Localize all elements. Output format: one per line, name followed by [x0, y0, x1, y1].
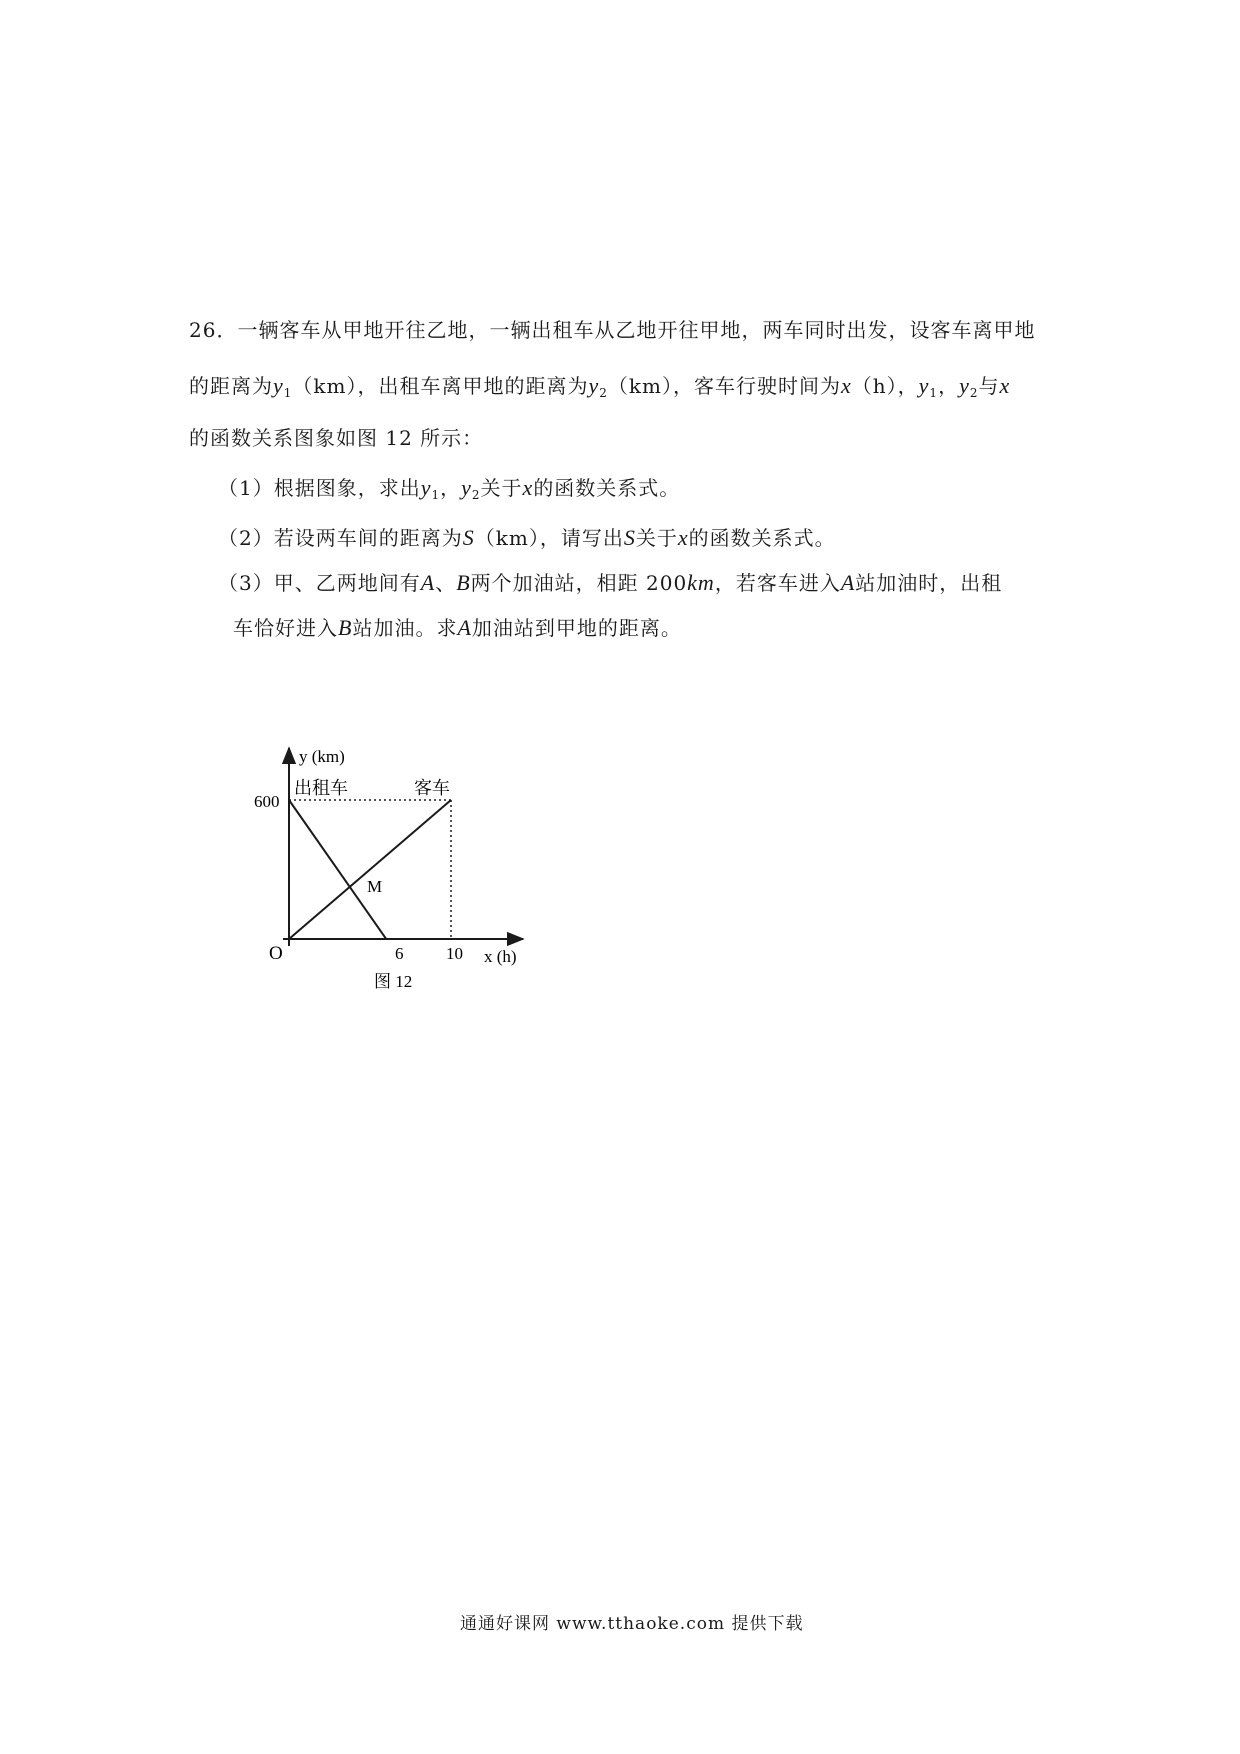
- var-S: S: [623, 525, 636, 550]
- taxi-label: 出租车: [294, 778, 348, 798]
- var-y2: y: [588, 373, 600, 398]
- x-tick-10: 10: [446, 944, 463, 963]
- var-A: A: [457, 615, 472, 640]
- problem-number: 26．: [189, 318, 238, 342]
- problem-text-1: 一辆客车从甲地开往乙地，一辆出租车从乙地开往甲地，两车同时出发，设客车离甲地: [237, 318, 1036, 342]
- bus-line: [289, 800, 451, 939]
- sub: 2: [471, 488, 481, 502]
- text: 的函数关系图象如图 12 所示：: [189, 426, 484, 450]
- text: （km），客车行驶时间为: [607, 374, 841, 398]
- sub: 1: [283, 386, 293, 400]
- var-A: A: [840, 570, 856, 595]
- text: （1）根据图象，求出: [218, 476, 421, 500]
- var-x: x: [677, 525, 689, 550]
- var-x: x: [999, 373, 1011, 398]
- var-x: x: [522, 475, 534, 500]
- var-A: A: [420, 570, 436, 595]
- var-x: x: [841, 373, 852, 398]
- var-y1: y: [273, 373, 284, 398]
- origin-label: O: [269, 943, 283, 964]
- x-tick-6: 6: [395, 944, 404, 963]
- text: 车恰好进入: [233, 616, 338, 640]
- text: 的距离为: [189, 374, 273, 398]
- y-tick-600: 600: [254, 792, 280, 811]
- text: ，: [938, 374, 960, 398]
- text: 站加油。求: [352, 616, 458, 640]
- figure-caption: 图 12: [374, 972, 413, 991]
- text: （km），出租车离甲地的距离为: [292, 374, 589, 398]
- sub: 1: [431, 488, 441, 502]
- var-B: B: [456, 570, 471, 595]
- sub: 2: [599, 386, 608, 400]
- var-y1: y: [918, 373, 930, 398]
- var-y2: y: [959, 373, 970, 398]
- text: （2）若设两车间的距离为: [218, 526, 463, 550]
- var-y2: y: [461, 475, 472, 500]
- taxi-line: [289, 800, 386, 939]
- sub: 1: [929, 386, 939, 400]
- text: 与: [978, 374, 1000, 398]
- text: 加油站到甲地的距离。: [471, 616, 682, 640]
- text: 两个加油站，相距 200: [470, 571, 688, 595]
- text: （h），: [851, 374, 919, 398]
- text: 关于: [635, 526, 678, 550]
- var-y1: y: [420, 475, 432, 500]
- sub: 2: [969, 386, 979, 400]
- text: ，若客车进入: [714, 571, 841, 595]
- var-S: S: [462, 525, 475, 550]
- text: 、: [435, 571, 457, 595]
- var-B: B: [338, 615, 353, 640]
- footer-credit: 通通好课网 www.tthaoke.com 提供下载: [460, 1614, 804, 1634]
- bus-label: 客车: [414, 778, 450, 798]
- text: 的函数关系式。: [688, 526, 836, 550]
- y-axis-label: y (km): [299, 747, 345, 766]
- unit-km: km: [687, 570, 715, 595]
- intersection-label: M: [367, 877, 383, 896]
- text: （3）甲、乙两地间有: [218, 571, 421, 595]
- text: 关于: [480, 476, 523, 500]
- text: 站加油时，出租: [855, 571, 1003, 595]
- x-axis-label: x (h): [484, 947, 517, 966]
- text: 的函数关系式。: [533, 476, 681, 500]
- text: （km），请写出: [474, 526, 624, 550]
- text: ，: [440, 476, 462, 500]
